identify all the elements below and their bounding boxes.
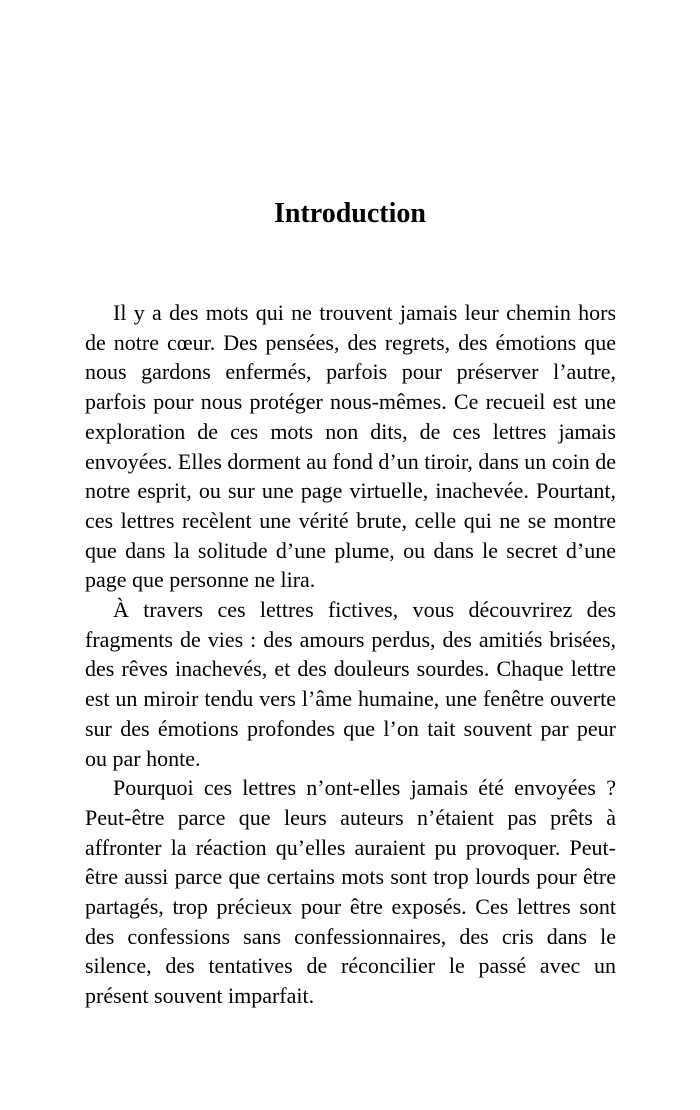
chapter-title: Introduction (274, 198, 426, 229)
chapter-body (85, 298, 616, 1011)
paragraph: Pourquoi ces lettres n’ont-elles jamais été envoyées ? Peut-être parce que leurs auteurs n’étaient pas prêts à affronter la réaction qu’elles auraient pu provoquer. Peut-être aussi parce que certains mots sont trop lourds pour être partagés, trop précieux pour être exposés. Ces lettres sont des confessions sans confessionnaires, des cris dans le silence, des tentatives de réconcilier le passé avec un présent souvent imparfait. (85, 775, 616, 1009)
paragraph: À travers ces lettres fictives, vous découvrirez des fragments de vies : des amours perdus, des amitiés brisées, des rêves inachevés, et des douleurs sourdes. Chaque lettre est un miroir tendu vers l’âme humaine, une fenêtre ouverte sur des émotions profondes que l’on tait souvent par peur ou par honte. (85, 597, 616, 771)
paragraph: Il y a des mots qui ne trouvent jamais leur chemin hors de notre cœur. Des pensées, des regrets, des émotions que nous gardons enfermés, parfois pour préserver l’autre, parfois pour nous protéger nous-mêmes. Ce recueil est une exploration de ces mots non dits, de ces lettres jamais envoyées. Elles dorment au fond d’un tiroir, dans un coin de notre esprit, ou sur une page virtuelle, inachevée. Pourtant, ces lettres recèlent une vérité brute, celle qui ne se montre que dans la solitude d’une plume, ou dans le secret d’une page que personne ne lira. (85, 300, 616, 593)
